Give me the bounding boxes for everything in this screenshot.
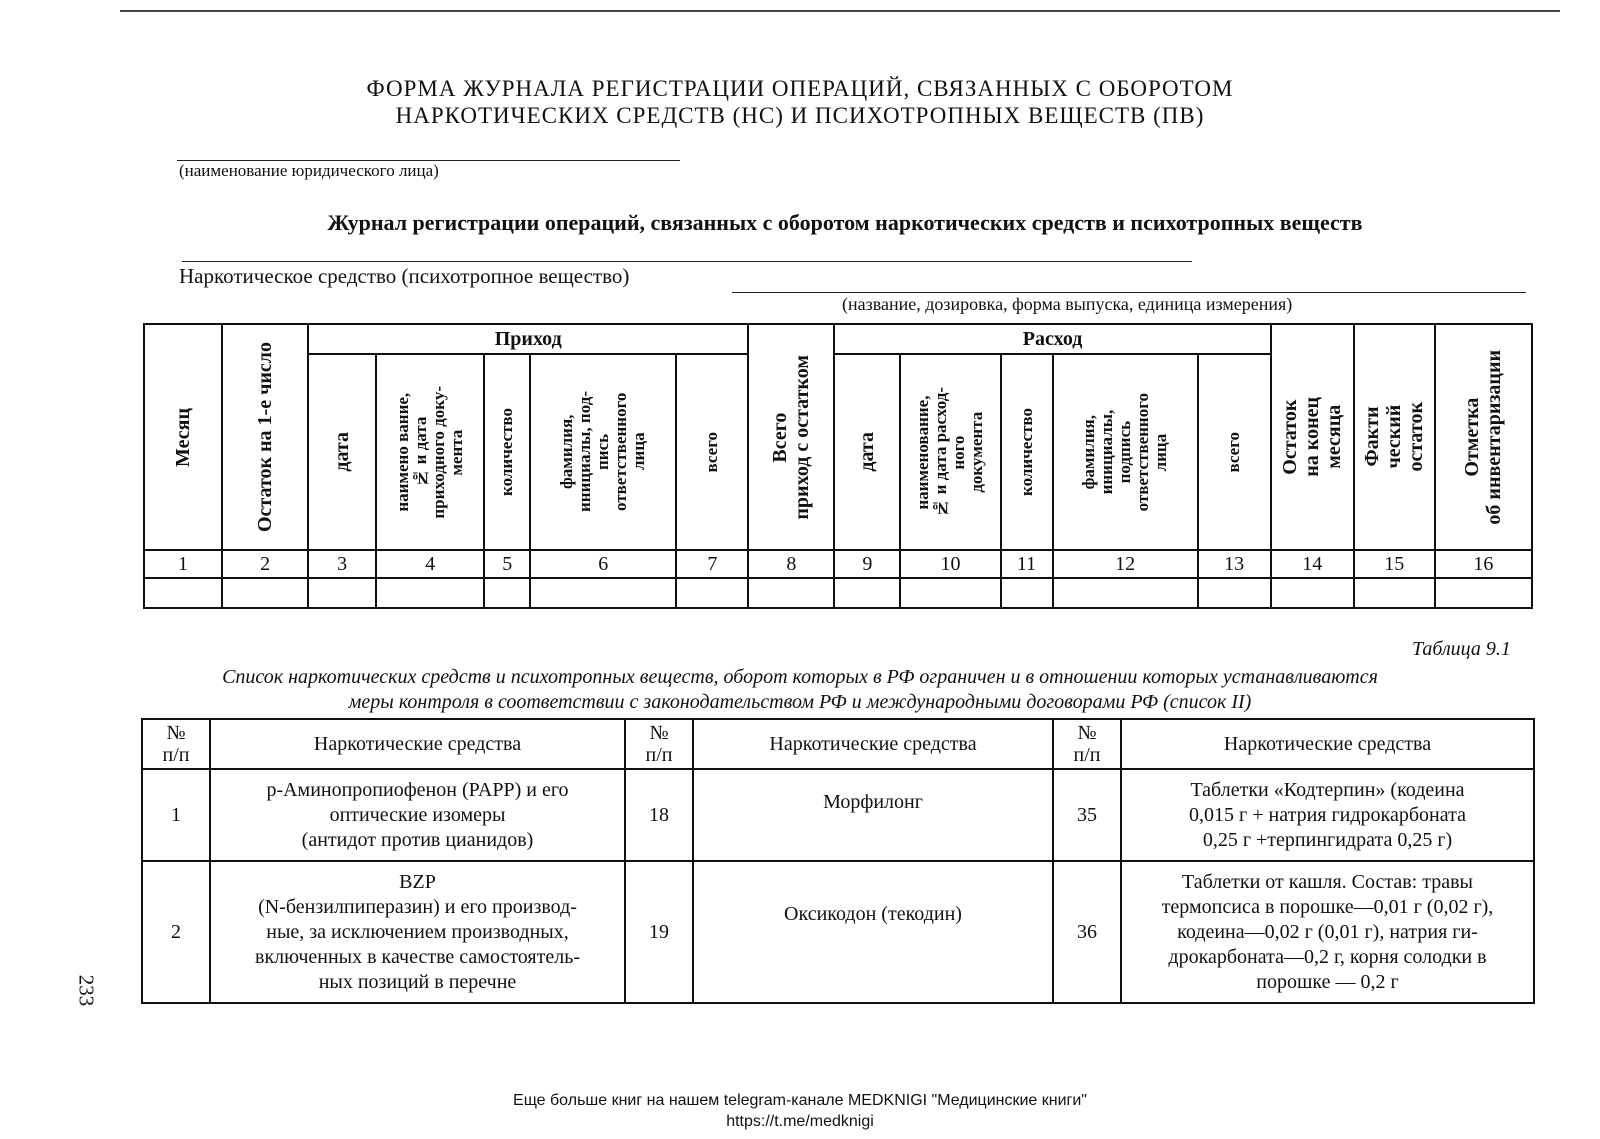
income-col-date-label: дата	[331, 432, 354, 472]
group-expense: Расход	[834, 324, 1270, 354]
substance-label: Наркотическое средство (психотропное вещество)	[179, 264, 630, 288]
header-name-3: Наркотические средства	[1121, 719, 1534, 769]
col-number: 5	[484, 550, 530, 578]
col-number: 2	[222, 550, 308, 578]
income-col-signature	[530, 354, 676, 550]
col-number: 7	[676, 550, 748, 578]
expense-col-total	[1198, 354, 1271, 550]
expense-col-doc	[900, 354, 1000, 550]
narcotics-list-table	[141, 718, 1535, 1004]
income-col-doc-label: наимено вание, № и дата приходного доку- мента	[393, 385, 467, 519]
col-number: 3	[308, 550, 376, 578]
page-number: 233	[74, 974, 99, 1007]
income-col-date	[308, 354, 376, 550]
table-row	[142, 769, 1534, 861]
empty-cell	[144, 578, 222, 608]
substance-name: p-Аминопропиофенон (PAPP) и его оптические изомеры (антидот против цианидов)	[210, 769, 625, 861]
row-num: 35	[1053, 769, 1121, 861]
col-actual-balance-label: Факти ческий остаток	[1361, 402, 1428, 472]
header-name-1: Наркотические средства	[210, 719, 625, 769]
substance-hint: (название, дозировка, форма выпуска, единица измерения)	[842, 294, 1293, 314]
group-income: Приход	[308, 324, 748, 354]
expense-col-total-label: всего	[1224, 431, 1244, 473]
col-balance-start-label: Остаток на 1-е число	[254, 341, 277, 533]
expense-col-signature	[1053, 354, 1198, 550]
empty-cell	[1435, 578, 1532, 608]
col-number: 8	[748, 550, 834, 578]
empty-cell	[1271, 578, 1354, 608]
journal-title-underline	[182, 261, 1192, 262]
col-number: 6	[530, 550, 676, 578]
col-balance-end-label: Остаток на конец месяца	[1279, 397, 1346, 477]
expense-col-qty-label: количество	[1016, 408, 1036, 496]
empty-entry-row	[144, 578, 1532, 608]
col-total-income	[748, 324, 834, 550]
col-number: 13	[1198, 550, 1271, 578]
col-actual-balance	[1354, 324, 1435, 550]
table-row	[142, 861, 1534, 1003]
col-inventory	[1435, 324, 1532, 550]
col-number: 15	[1354, 550, 1435, 578]
row-num: 36	[1053, 861, 1121, 1003]
list-caption-line2: меры контроля в соответствии с законодательством РФ и международными договорами РФ (список II)	[348, 691, 1252, 713]
expense-col-doc-label: наименование, № и дата расход- ного документа	[913, 386, 987, 518]
empty-cell	[308, 578, 376, 608]
substance-name: Таблетки «Кодтерпин» (кодеина 0,015 г + натрия гидрокарбоната 0,25 г +терпингидрата 0,25 г)	[1121, 769, 1534, 861]
header-num-2: № п/п	[625, 719, 693, 769]
empty-cell	[222, 578, 308, 608]
list-header-row	[142, 719, 1534, 769]
col-month-label: Месяц	[172, 407, 195, 467]
col-number: 1	[144, 550, 222, 578]
journal-form-table	[143, 323, 1533, 609]
col-number: 16	[1435, 550, 1532, 578]
org-name-label: (наименование юридического лица)	[179, 161, 439, 180]
table-label: Таблица 9.1	[1412, 638, 1511, 660]
substance-name: Морфилонг	[693, 769, 1053, 861]
col-balance-start	[222, 324, 308, 550]
col-number: 12	[1053, 550, 1198, 578]
substance-line	[732, 292, 1526, 293]
journal-title: Журнал регистрации операций, связанных с оборотом наркотических средств и психотропных веществ	[327, 210, 1363, 235]
empty-cell	[484, 578, 530, 608]
income-col-signature-label: фамилия, инициалы, под- пись ответственного лица	[557, 391, 649, 513]
empty-cell	[530, 578, 676, 608]
expense-col-qty	[1001, 354, 1053, 550]
row-num: 2	[142, 861, 210, 1003]
expense-col-date	[834, 354, 900, 550]
col-number: 11	[1001, 550, 1053, 578]
substance-name: Оксикодон (текодин)	[693, 861, 1053, 1003]
header-num-3: № п/п	[1053, 719, 1121, 769]
row-num: 18	[625, 769, 693, 861]
empty-cell	[376, 578, 484, 608]
empty-cell	[900, 578, 1000, 608]
income-col-total-label: всего	[702, 431, 722, 473]
expense-col-signature-label: фамилия, инициалы, подпись ответственного лица	[1079, 392, 1171, 512]
col-number: 14	[1271, 550, 1354, 578]
substance-name: BZP (N-бензилпиперазин) и его производ- ные, за исключением производных, включенных в качестве самостоятель- ных позиций в перечне	[210, 861, 625, 1003]
col-number: 10	[900, 550, 1000, 578]
list-caption-line1: Список наркотических средств и психотропных веществ, оборот которых в РФ ограничен и в отношении которых устанавливаются	[222, 666, 1378, 688]
expense-col-date-label: дата	[856, 432, 879, 472]
income-col-total	[676, 354, 748, 550]
col-month	[144, 324, 222, 550]
empty-cell	[834, 578, 900, 608]
top-rule	[120, 10, 1560, 12]
col-total-income-label: Всего приход с остатком	[769, 354, 814, 520]
empty-cell	[676, 578, 748, 608]
empty-cell	[1354, 578, 1435, 608]
form-title-line2: НАРКОТИЧЕСКИХ СРЕДСТВ (НС) И ПСИХОТРОПНЫХ ВЕЩЕСТВ (ПВ)	[395, 103, 1205, 128]
footer-link[interactable]: https://t.me/medknigi	[726, 1113, 874, 1130]
header-name-2: Наркотические средства	[693, 719, 1053, 769]
col-balance-end	[1271, 324, 1354, 550]
header-num-1: № п/п	[142, 719, 210, 769]
col-number: 9	[834, 550, 900, 578]
income-col-doc	[376, 354, 484, 550]
row-num: 19	[625, 861, 693, 1003]
col-inventory-label: Отметка об инвентаризации	[1461, 349, 1506, 525]
empty-cell	[1198, 578, 1271, 608]
col-number: 4	[376, 550, 484, 578]
income-col-qty	[484, 354, 530, 550]
row-num: 1	[142, 769, 210, 861]
form-title-line1: ФОРМА ЖУРНАЛА РЕГИСТРАЦИИ ОПЕРАЦИЙ, СВЯЗАННЫХ С ОБОРОТОМ	[366, 76, 1234, 101]
empty-cell	[748, 578, 834, 608]
column-numbers-row	[144, 550, 1532, 578]
substance-name: Таблетки от кашля. Состав: травы термопсиса в порошке—0,01 г (0,02 г), кодеина—0,02 г (0,01 г), натрия ги- дрокарбоната—0,2 г, корня солодки в порошке — 0,2 г	[1121, 861, 1534, 1003]
income-col-qty-label: количество	[497, 408, 517, 496]
footer-line1: Еще больше книг на нашем telegram-канале MEDKNIGI "Медицинские книги"	[513, 1092, 1087, 1109]
empty-cell	[1053, 578, 1198, 608]
empty-cell	[1001, 578, 1053, 608]
